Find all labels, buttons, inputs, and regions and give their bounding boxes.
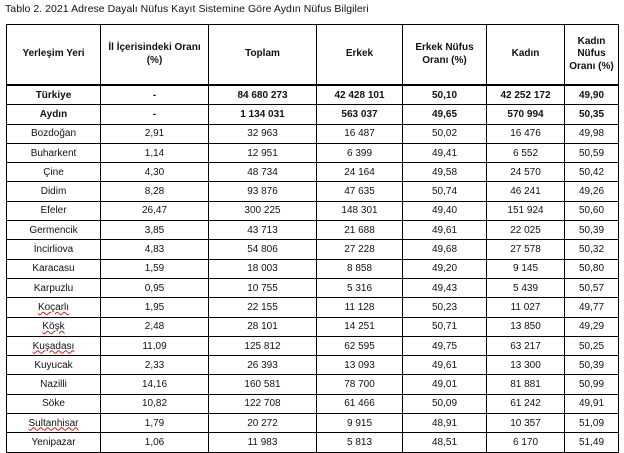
female-share-cell: 50,59 xyxy=(565,143,619,162)
female-cell: 151 924 xyxy=(487,201,565,220)
total-cell: 300 225 xyxy=(209,201,317,220)
female-share-cell: 49,77 xyxy=(565,298,619,317)
table-row xyxy=(7,317,619,336)
total-cell: 12 951 xyxy=(209,143,317,162)
total-cell: 20 272 xyxy=(209,414,317,433)
female-cell: 24 570 xyxy=(487,163,565,182)
settlement-cell: Yenipazar xyxy=(7,433,101,452)
settlement-cell: Germencik xyxy=(7,221,101,240)
male-share-cell: 49,40 xyxy=(403,201,487,220)
male-share-cell: 49,01 xyxy=(403,375,487,394)
female-share-cell: 50,39 xyxy=(565,221,619,240)
male-cell: 5 813 xyxy=(317,433,403,452)
female-share-cell: 49,91 xyxy=(565,394,619,413)
female-cell: 16 476 xyxy=(487,124,565,143)
table-row xyxy=(7,394,619,413)
total-cell: 54 806 xyxy=(209,240,317,259)
province-share-cell: 1,59 xyxy=(101,259,209,278)
table-row xyxy=(7,124,619,143)
total-cell: 11 983 xyxy=(209,433,317,452)
settlement-cell xyxy=(7,298,101,317)
total-cell: 28 101 xyxy=(209,317,317,336)
settlement-cell: Söke xyxy=(7,394,101,413)
province-share-cell: 4,30 xyxy=(101,163,209,182)
male-cell: 61 466 xyxy=(317,394,403,413)
province-share-cell: 11,09 xyxy=(101,336,209,355)
table-row xyxy=(7,105,619,124)
province-share-cell: - xyxy=(101,85,209,105)
female-cell: 27 578 xyxy=(487,240,565,259)
settlement-cell: Türkiye xyxy=(7,85,101,105)
settlement-cell: Bozdoğan xyxy=(7,124,101,143)
table-row xyxy=(7,182,619,201)
male-share-cell: 49,61 xyxy=(403,221,487,240)
spellcheck-mark: Köşk xyxy=(42,321,65,333)
male-cell: 148 301 xyxy=(317,201,403,220)
settlement-cell: Nazilli xyxy=(7,375,101,394)
spellcheck-mark: Koçarlı xyxy=(37,301,70,313)
female-share-cell: 50,32 xyxy=(565,240,619,259)
female-share-cell: 50,42 xyxy=(565,163,619,182)
spellcheck-mark: Sultanhisar xyxy=(28,417,79,429)
total-cell: 18 003 xyxy=(209,259,317,278)
female-cell: 6 170 xyxy=(487,433,565,452)
female-cell: 570 994 xyxy=(487,105,565,124)
female-share-cell: 50,35 xyxy=(565,105,619,124)
province-share-cell: 4,83 xyxy=(101,240,209,259)
total-cell: 43 713 xyxy=(209,221,317,240)
male-share-cell: 48,51 xyxy=(403,433,487,452)
female-cell: 5 439 xyxy=(487,278,565,297)
female-cell: 13 850 xyxy=(487,317,565,336)
table-row xyxy=(7,336,619,355)
table-row xyxy=(7,375,619,394)
male-cell: 47 635 xyxy=(317,182,403,201)
total-cell: 48 734 xyxy=(209,163,317,182)
male-share-cell: 49,68 xyxy=(403,240,487,259)
settlement-cell: Buharkent xyxy=(7,143,101,162)
total-cell: 84 680 273 xyxy=(209,85,317,105)
header-female-share: Kadın Nüfus Oranı (%) xyxy=(565,25,619,86)
female-share-cell: 50,39 xyxy=(565,356,619,375)
settlement-cell xyxy=(7,317,101,336)
male-share-cell: 50,23 xyxy=(403,298,487,317)
table-row xyxy=(7,163,619,182)
province-share-cell: - xyxy=(101,105,209,124)
settlement-cell: Karpuzlu xyxy=(7,278,101,297)
female-share-cell: 50,25 xyxy=(565,336,619,355)
table-row xyxy=(7,221,619,240)
female-share-cell: 50,57 xyxy=(565,278,619,297)
female-share-cell: 51,09 xyxy=(565,414,619,433)
table-row xyxy=(7,356,619,375)
male-share-cell: 49,65 xyxy=(403,105,487,124)
province-share-cell: 10,82 xyxy=(101,394,209,413)
province-share-cell: 2,33 xyxy=(101,356,209,375)
header-province-share: İl İçerisindeki Oranı (%) xyxy=(101,25,209,86)
header-total: Toplam xyxy=(209,25,317,86)
table-row xyxy=(7,433,619,452)
settlement-cell: Didim xyxy=(7,182,101,201)
male-share-cell: 49,75 xyxy=(403,336,487,355)
female-cell: 11 027 xyxy=(487,298,565,317)
female-cell: 63 217 xyxy=(487,336,565,355)
settlement-cell: Kuyucak xyxy=(7,356,101,375)
table-row xyxy=(7,85,619,105)
province-share-cell: 0,95 xyxy=(101,278,209,297)
female-share-cell: 51,49 xyxy=(565,433,619,452)
male-cell: 11 128 xyxy=(317,298,403,317)
male-cell: 62 595 xyxy=(317,336,403,355)
table-row xyxy=(7,143,619,162)
male-share-cell: 50,71 xyxy=(403,317,487,336)
province-share-cell: 26,47 xyxy=(101,201,209,220)
male-cell: 42 428 101 xyxy=(317,85,403,105)
male-share-cell: 50,74 xyxy=(403,182,487,201)
female-share-cell: 49,26 xyxy=(565,182,619,201)
female-share-cell: 50,80 xyxy=(565,259,619,278)
settlement-cell: Çine xyxy=(7,163,101,182)
total-cell: 32 963 xyxy=(209,124,317,143)
settlement-cell xyxy=(7,414,101,433)
population-table xyxy=(6,24,619,453)
male-cell: 14 251 xyxy=(317,317,403,336)
province-share-cell: 1,06 xyxy=(101,433,209,452)
settlement-cell: Aydın xyxy=(7,105,101,124)
male-cell: 9 915 xyxy=(317,414,403,433)
table-row xyxy=(7,298,619,317)
province-share-cell: 2,91 xyxy=(101,124,209,143)
male-cell: 16 487 xyxy=(317,124,403,143)
male-share-cell: 48,91 xyxy=(403,414,487,433)
female-share-cell: 49,90 xyxy=(565,85,619,105)
female-share-cell: 49,98 xyxy=(565,124,619,143)
male-share-cell: 49,20 xyxy=(403,259,487,278)
male-share-cell: 49,43 xyxy=(403,278,487,297)
settlement-cell: Karacasu xyxy=(7,259,101,278)
male-share-cell: 49,58 xyxy=(403,163,487,182)
male-cell: 8 858 xyxy=(317,259,403,278)
male-cell: 24 164 xyxy=(317,163,403,182)
female-cell: 46 241 xyxy=(487,182,565,201)
male-share-cell: 50,02 xyxy=(403,124,487,143)
settlement-cell: İncirliova xyxy=(7,240,101,259)
province-share-cell: 1,95 xyxy=(101,298,209,317)
male-cell: 5 316 xyxy=(317,278,403,297)
female-cell: 9 145 xyxy=(487,259,565,278)
female-cell: 10 357 xyxy=(487,414,565,433)
settlement-cell xyxy=(7,336,101,355)
male-share-cell: 49,41 xyxy=(403,143,487,162)
total-cell: 125 812 xyxy=(209,336,317,355)
total-cell: 122 708 xyxy=(209,394,317,413)
total-cell: 93 876 xyxy=(209,182,317,201)
province-share-cell: 1,14 xyxy=(101,143,209,162)
total-cell: 160 581 xyxy=(209,375,317,394)
total-cell: 22 155 xyxy=(209,298,317,317)
table-row xyxy=(7,201,619,220)
province-share-cell: 8,28 xyxy=(101,182,209,201)
female-cell: 61 242 xyxy=(487,394,565,413)
table-caption: Tablo 2. 2021 Adrese Dayalı Nüfus Kayıt Sistemine Göre Aydın Nüfus Bilgileri xyxy=(5,3,369,15)
total-cell: 26 393 xyxy=(209,356,317,375)
female-cell: 42 252 172 xyxy=(487,85,565,105)
header-settlement: Yerleşim Yeri xyxy=(7,25,101,86)
province-share-cell: 14,16 xyxy=(101,375,209,394)
table-row xyxy=(7,278,619,297)
female-share-cell: 49,29 xyxy=(565,317,619,336)
header-male-share: Erkek Nüfus Oranı (%) xyxy=(403,25,487,86)
table-row xyxy=(7,259,619,278)
province-share-cell: 1,79 xyxy=(101,414,209,433)
female-cell: 13 300 xyxy=(487,356,565,375)
female-share-cell: 50,60 xyxy=(565,201,619,220)
male-cell: 6 399 xyxy=(317,143,403,162)
header-row xyxy=(7,25,619,86)
female-cell: 6 552 xyxy=(487,143,565,162)
female-cell: 81 881 xyxy=(487,375,565,394)
male-cell: 78 700 xyxy=(317,375,403,394)
header-female: Kadın xyxy=(487,25,565,86)
male-cell: 27 228 xyxy=(317,240,403,259)
province-share-cell: 3,85 xyxy=(101,221,209,240)
male-cell: 21 688 xyxy=(317,221,403,240)
header-male: Erkek xyxy=(317,25,403,86)
male-cell: 563 037 xyxy=(317,105,403,124)
province-share-cell: 2,48 xyxy=(101,317,209,336)
settlement-cell: Efeler xyxy=(7,201,101,220)
table-row xyxy=(7,240,619,259)
total-cell: 10 755 xyxy=(209,278,317,297)
male-cell: 13 093 xyxy=(317,356,403,375)
female-share-cell: 50,99 xyxy=(565,375,619,394)
female-cell: 22 025 xyxy=(487,221,565,240)
total-cell: 1 134 031 xyxy=(209,105,317,124)
spellcheck-mark: Kuşadası xyxy=(32,340,75,352)
table-row xyxy=(7,414,619,433)
male-share-cell: 50,09 xyxy=(403,394,487,413)
male-share-cell: 50,10 xyxy=(403,85,487,105)
male-share-cell: 49,61 xyxy=(403,356,487,375)
